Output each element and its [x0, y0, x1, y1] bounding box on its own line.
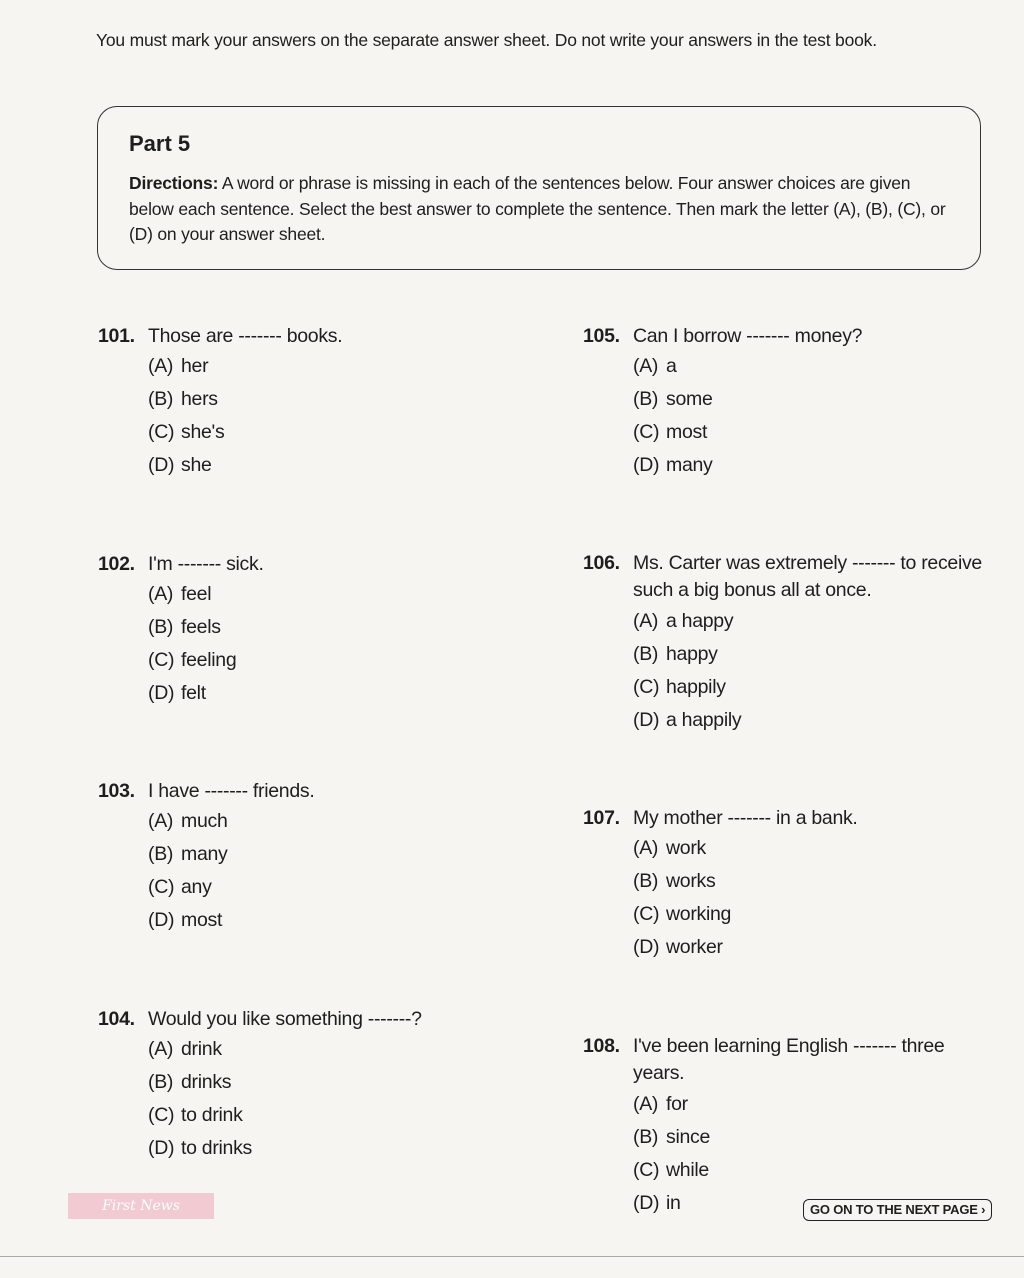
answer-option-a: [633, 350, 1013, 383]
answer-option-c: [633, 898, 1013, 931]
answer-option-d: [633, 449, 1013, 482]
option-letter: (D): [633, 936, 660, 958]
question-number: 104.: [98, 1008, 135, 1030]
question-text: Would you like something -------?: [148, 1008, 422, 1030]
answer-option-d: [633, 704, 1013, 737]
question-number: 102.: [98, 553, 135, 575]
option-text: many: [181, 843, 228, 865]
option-text: some: [666, 388, 713, 410]
option-text: felt: [181, 682, 206, 704]
option-text: she: [181, 454, 212, 476]
option-text: drink: [181, 1038, 222, 1060]
option-letter: (D): [148, 909, 175, 931]
option-letter: (D): [148, 454, 175, 476]
option-text: to drinks: [181, 1137, 252, 1159]
next-page-indicator: [803, 1199, 992, 1221]
option-letter: (D): [148, 682, 175, 704]
option-text: a happy: [666, 610, 734, 632]
answer-option-b: [633, 383, 1013, 416]
answer-option-b: [148, 611, 498, 644]
option-text: in: [666, 1192, 681, 1214]
question-103: [98, 777, 498, 937]
option-letter: (A): [633, 1093, 659, 1115]
answer-option-c: [633, 1154, 983, 1187]
option-letter: (A): [148, 1038, 174, 1060]
option-text: feeling: [181, 649, 237, 671]
option-text: happy: [666, 643, 718, 665]
directions-box: [97, 106, 981, 270]
answer-option-a: [148, 805, 498, 838]
option-letter: (A): [148, 810, 174, 832]
question-number: 105.: [583, 325, 620, 347]
next-page-label: GO ON TO THE NEXT PAGE: [810, 1202, 978, 1217]
option-text: much: [181, 810, 228, 832]
answer-option-a: [633, 832, 1013, 865]
option-text: drinks: [181, 1071, 232, 1093]
option-letter: (B): [633, 1126, 659, 1148]
option-text: any: [181, 876, 212, 898]
option-text: feels: [181, 616, 221, 638]
option-text: feel: [181, 583, 212, 605]
option-letter: (C): [148, 876, 175, 898]
directions-body: A word or phrase is missing in each of the sentences below. Four answer choices are given below each sentence. Select the best answer to complete the sentence. Then mark the letter (A), (B), (C), or (D) on your answer sheet.: [129, 173, 946, 244]
answer-option-d: [148, 1132, 498, 1165]
answer-option-b: [633, 865, 1013, 898]
option-letter: (B): [633, 643, 659, 665]
question-text: Can I borrow ------- money?: [633, 325, 863, 347]
option-letter: (D): [633, 1192, 660, 1214]
answer-option-d: [633, 931, 1013, 964]
answer-option-a: [633, 605, 1013, 638]
question-number: 101.: [98, 325, 135, 347]
question-number: 107.: [583, 807, 620, 829]
option-letter: (B): [148, 616, 174, 638]
question-number: 103.: [98, 780, 135, 802]
option-letter: (A): [633, 610, 659, 632]
option-text: worker: [666, 936, 723, 958]
question-number: 106.: [583, 552, 620, 574]
option-text: happily: [666, 676, 726, 698]
option-letter: (A): [633, 355, 659, 377]
option-text: work: [666, 837, 706, 859]
answer-option-c: [633, 671, 1013, 704]
option-letter: (C): [148, 649, 175, 671]
option-letter: (C): [633, 1159, 660, 1181]
question-108: [583, 1033, 986, 1220]
option-letter: (B): [633, 388, 659, 410]
option-text: working: [666, 903, 732, 925]
question-107: [583, 804, 1013, 964]
option-letter: (D): [633, 709, 660, 731]
answer-option-a: [633, 1088, 983, 1121]
directions-text: [129, 171, 949, 248]
answer-option-b: [148, 383, 498, 416]
option-letter: (A): [148, 355, 174, 377]
answer-option-c: [633, 416, 1013, 449]
question-number: 108.: [583, 1035, 620, 1057]
option-text: hers: [181, 388, 218, 410]
publisher-logo: First News: [68, 1193, 214, 1219]
option-letter: (B): [633, 870, 659, 892]
answer-option-c: [148, 1099, 498, 1132]
answer-option-d: [148, 449, 498, 482]
answer-option-d: [148, 677, 498, 710]
option-letter: (D): [633, 454, 660, 476]
answer-option-b: [633, 638, 1013, 671]
question-104: [98, 1005, 498, 1165]
option-text: she's: [181, 421, 225, 443]
question-105: [583, 322, 1013, 482]
question-101: [98, 322, 498, 482]
answer-option-a: [148, 578, 498, 611]
option-letter: (C): [148, 421, 175, 443]
part-title: Part 5: [129, 131, 191, 156]
question-text: My mother ------- in a bank.: [633, 807, 858, 829]
option-letter: (C): [633, 421, 660, 443]
option-letter: (A): [633, 837, 659, 859]
option-letter: (B): [148, 1071, 174, 1093]
option-text: a: [666, 355, 677, 377]
question-106: [583, 550, 1013, 737]
answer-option-b: [148, 1066, 498, 1099]
option-text: most: [181, 909, 223, 931]
header-instruction: You must mark your answers on the separate answer sheet. Do not write your answers in the test book.: [96, 30, 877, 50]
option-letter: (D): [148, 1137, 175, 1159]
option-letter: (C): [148, 1104, 175, 1126]
chevron-right-icon: ›: [981, 1202, 986, 1217]
option-letter: (C): [633, 903, 660, 925]
option-text: most: [666, 421, 708, 443]
answer-option-b: [633, 1121, 983, 1154]
question-text: I'm ------- sick.: [148, 553, 264, 575]
question-text: Ms. Carter was extremely ------- to receive such a big bonus all at once.: [633, 552, 982, 601]
answer-option-a: [148, 1033, 498, 1066]
option-text: a happily: [666, 709, 742, 731]
question-text: I have ------- friends.: [148, 780, 315, 802]
option-text: since: [666, 1126, 711, 1148]
question-text: I've been learning English ------- three years.: [633, 1035, 945, 1084]
directions-label: Directions:: [129, 173, 219, 193]
answer-option-a: [148, 350, 498, 383]
answer-option-d: [148, 904, 498, 937]
option-letter: (A): [148, 583, 174, 605]
answer-option-c: [148, 416, 498, 449]
option-text: her: [181, 355, 209, 377]
answer-option-c: [148, 644, 498, 677]
question-text: Those are ------- books.: [148, 325, 343, 347]
option-text: while: [666, 1159, 709, 1181]
option-letter: (B): [148, 843, 174, 865]
option-text: for: [666, 1093, 688, 1115]
question-102: [98, 550, 498, 710]
option-text: works: [666, 870, 716, 892]
option-text: to drink: [181, 1104, 243, 1126]
answer-option-b: [148, 838, 498, 871]
answer-option-c: [148, 871, 498, 904]
option-letter: (C): [633, 676, 660, 698]
option-letter: (B): [148, 388, 174, 410]
option-text: many: [666, 454, 713, 476]
bottom-divider: [0, 1256, 1024, 1257]
